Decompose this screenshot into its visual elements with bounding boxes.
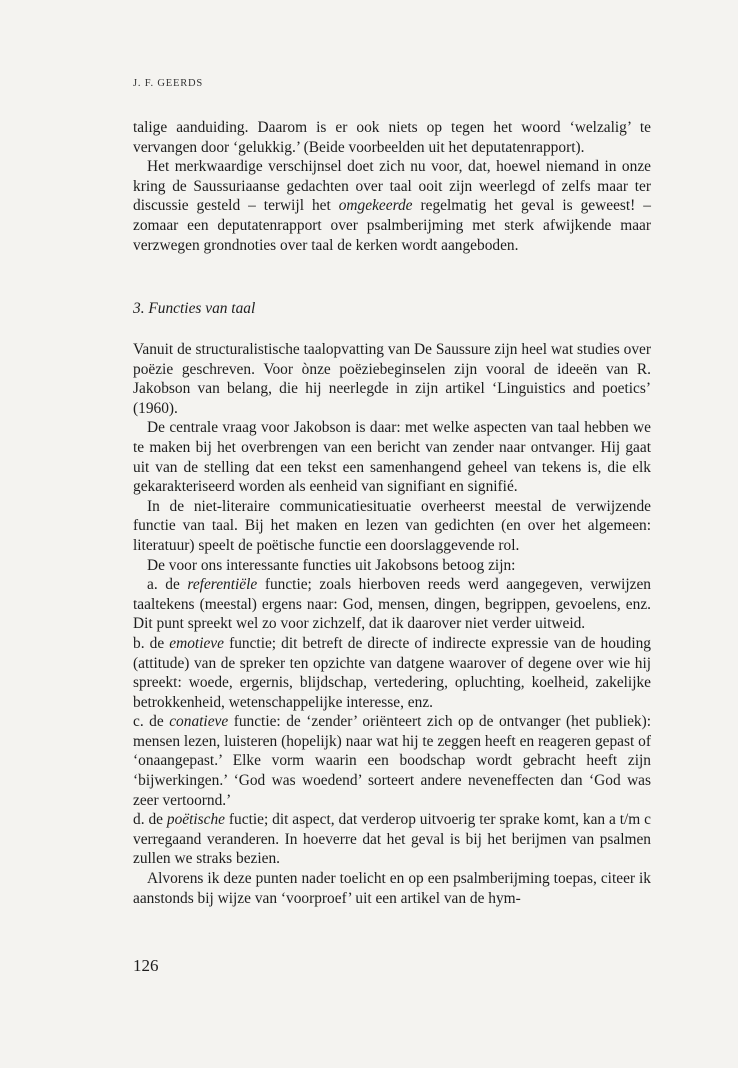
page-number: 126 [133, 956, 159, 975]
running-header: J. F. GEERDS [133, 78, 204, 89]
body-block-1 [133, 118, 651, 255]
emphasis: omgekeerde [338, 197, 413, 215]
section-heading: 3. Functies van taal [133, 300, 256, 317]
paragraph: De voor ons interessante functies uit Jakobsons betoog zijn: [147, 556, 516, 574]
paragraph: Alvorens ik deze punten nader toelicht en op een psalmberijming toepas, citeer ik aanstonds bij wijze van ‘voorproef’ uit een artikel van de hym- [133, 870, 651, 907]
list-item-b: b. de emotieve functie; dit betreft de directe of indirecte expressie van de houding (attitude) van de spreker ten opzichte van datgene waarover of degene over wie hij spreekt: woede, ergernis, blijdschap, vertedering, opluchting, koelheid, zakelijke betrokkenheid, wetenschappelijke interesse, enz. [133, 634, 652, 711]
list-item-a: a. de referentiële functie; zoals hierboven reeds werd aangegeven, verwijzen taaltekens (meestal) ergens naar: God, mensen, dingen, begrippen, gevoelens, enz. Dit punt spreekt wel zo voor zichzelf, dat ik daarover niet verder uitweid. [133, 576, 652, 633]
paragraph: Vanuit de structuralistische taalopvatting van De Saussure zijn heel wat studies over poëzie geschreven. Voor ònze poëziebeginselen zijn vooral de ideeën van R. Jakobson van belang, die hij neerlegde in zijn artikel ‘Linguistics and poetics’ (1960). [133, 341, 651, 417]
list-item-d: d. de poëtische fuctie; dit aspect, dat verderop uitvoerig ter sprake komt, kan a t/m c verregaand veranderen. In hoeverre dat het geval is bij het berijmen van psalmen zullen we straks bezien. [133, 811, 652, 868]
list-item-c: c. de conatieve functie: de ‘zender’ oriënteert zich op de ontvanger (het publiek): mensen lezen, luisteren (hopelijk) naar wat hij te zeggen heeft en reageren gepast of ‘onaangepast.’ Elke vorm waarin een boodschap wordt gebracht heeft zijn ‘bijwerkingen.’ ‘God was woedend’ sorteert andere neveneffecten dan ‘God was zeer vertoornd.’ [133, 713, 651, 809]
paragraph: De centrale vraag voor Jakobson is daar: met welke aspecten van taal hebben we te maken bij het overbrengen van een bericht van zender naar ontvanger. Hij gaat uit van de stelling dat een tekst een samenhangend geheel van tekens is, die elk gekarakteriseerd worden als eenheid van signifiant en signifié. [133, 419, 651, 496]
paragraph: In de niet-literaire communicatiesituatie overheerst meestal de verwijzende functie van taal. Bij het maken en lezen van gedichten (en over het algemeen: literatuur) speelt de poëtische functie een doorslaggevende rol. [133, 497, 651, 554]
paragraph: talige aanduiding. Daarom is er ook niets op tegen het woord ‘welzalig’ te vervangen door ‘gelukkig.’ (Beide voorbeelden uit het deputatenrapport). [133, 119, 651, 156]
paragraph: Het merkwaardige verschijnsel doet zich nu voor, dat, hoewel niemand in onze kring de Saussuriaanse gedachten over taal ooit zijn weerlegd of zelfs maar ter discussie gesteld – terwijl het omgekeerde regelmatig het geval is geweest! – zomaar een deputatenrapport over psalmberijming met sterk afwijkende maar verzwegen grondnoties over taal de kerken wordt aangeboden. [133, 158, 651, 254]
body-block-2 [133, 340, 651, 908]
